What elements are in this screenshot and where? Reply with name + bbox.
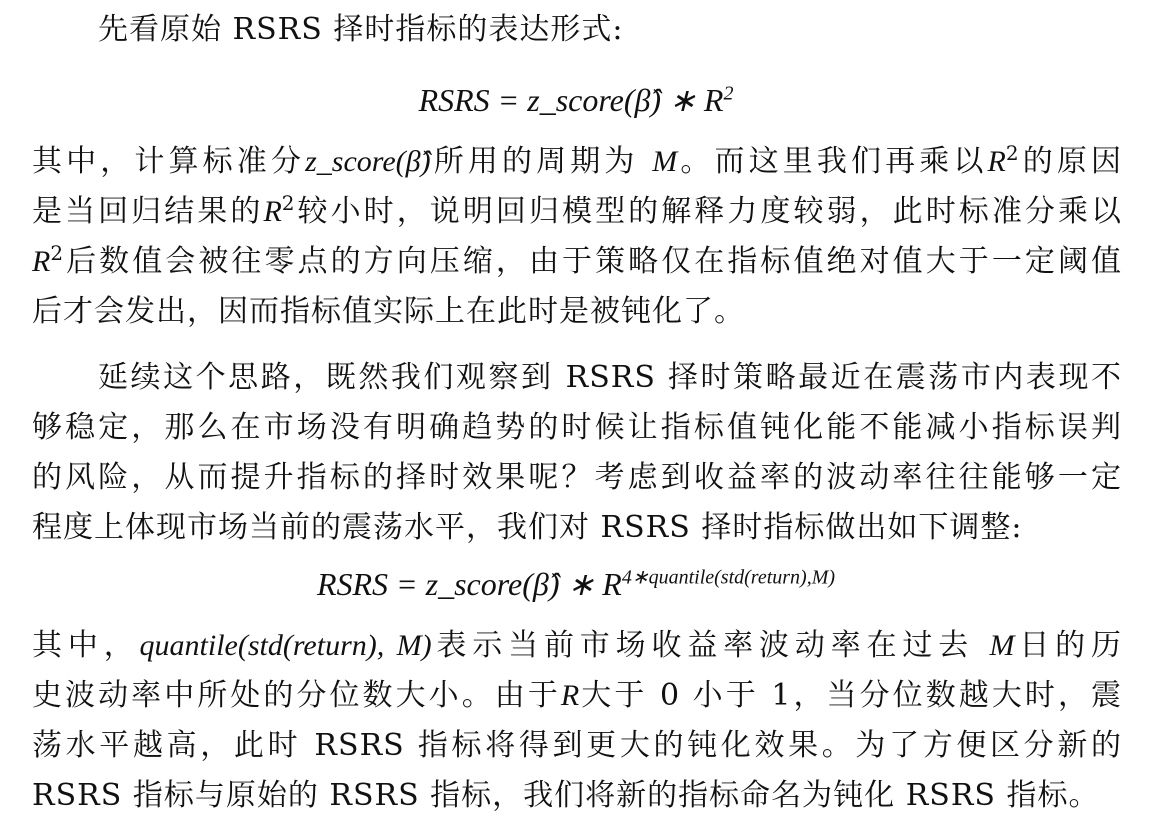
- text-segment: 其中，: [32, 628, 140, 663]
- text-segment: 所用的周期为: [430, 144, 639, 179]
- text-segment: 。而这里我们再乘以: [677, 144, 988, 179]
- paragraph-2-line-2: 够稳定，那么在市场没有明确趋势的时候让指标值钝化能不能减小指标误判: [32, 410, 1122, 445]
- formula-original-rsrs-superscript: 2: [723, 82, 734, 105]
- math-r: R: [32, 245, 51, 278]
- paragraph-3-line-2: [32, 670, 1122, 722]
- text-segment: 其中，计算标准分: [32, 144, 306, 179]
- paragraph-1-line-1: 先看原始 RSRS 择时指标的表达形式:: [98, 12, 624, 47]
- math-m: M: [652, 145, 678, 178]
- math-m: M: [989, 629, 1015, 662]
- math-r: R: [263, 195, 282, 228]
- math-r-superscript: 2: [281, 191, 296, 215]
- text-segment: 的原因: [1019, 144, 1123, 179]
- math-quantile: quantile(std(return), M): [139, 629, 432, 662]
- paragraph-2-line-4: 程度上体现市场当前的震荡水平，我们对 RSRS 择时指标做出如下调整:: [32, 510, 1023, 545]
- formula-original-rsrs: [0, 72, 1152, 128]
- formula-original-rsrs-main: RSRS = z_score(β̂) ∗ R: [418, 82, 724, 118]
- formula-blunted-rsrs: [0, 556, 1152, 612]
- text-segment: 史波动率中所处的分位数大小。由于: [32, 678, 561, 713]
- paragraph-3-line-1: [32, 620, 1122, 672]
- math-r-superscript: 2: [50, 241, 65, 265]
- paragraph-2-line-3: 的风险，从而提升指标的择时效果呢？考虑到收益率的波动率往往能够一定: [32, 460, 1122, 495]
- formula-blunted-rsrs-main: RSRS = z_score(β̂) ∗ R: [316, 566, 622, 602]
- text-segment: 表示当前市场收益率波动率在过去: [431, 628, 975, 663]
- text-segment: 是当回归结果的: [32, 194, 264, 229]
- paragraph-2-line-1: 延续这个思路，既然我们观察到 RSRS 择时策略最近在震荡市内表现不: [98, 360, 1122, 395]
- math-r: R: [560, 679, 580, 712]
- paragraph-1-line-3: [32, 186, 1122, 238]
- text-segment: 大于 0 小于 1，当分位数越大时，震: [579, 678, 1122, 713]
- paragraph-1-line-4: [32, 236, 1122, 288]
- math-r: R: [987, 145, 1006, 178]
- paragraph-1-line-5: 后才会发出，因而指标值实际上在此时是被钝化了。: [32, 294, 745, 329]
- paragraph-3-line-4: RSRS 指标与原始的 RSRS 指标，我们将新的指标命名为钝化 RSRS 指标。: [32, 778, 1100, 813]
- formula-blunted-rsrs-exponent: 4∗quantile(std(return),M): [621, 566, 836, 589]
- paragraph-1-line-2: [32, 136, 1122, 188]
- text-segment: 较小时，说明回归模型的解释力度较弱，此时标准分乘以: [295, 194, 1123, 229]
- math-r-superscript: 2: [1005, 141, 1020, 165]
- paragraph-3-line-3: 荡水平越高，此时 RSRS 指标将得到更大的钝化效果。为了方便区分新的: [32, 728, 1122, 763]
- text-segment: 后数值会被往零点的方向压缩，由于策略仅在指标值绝对值大于一定阈值: [64, 244, 1122, 279]
- text-segment: 日的历: [1014, 628, 1123, 663]
- math-z-score: z_score(β̂): [305, 145, 431, 178]
